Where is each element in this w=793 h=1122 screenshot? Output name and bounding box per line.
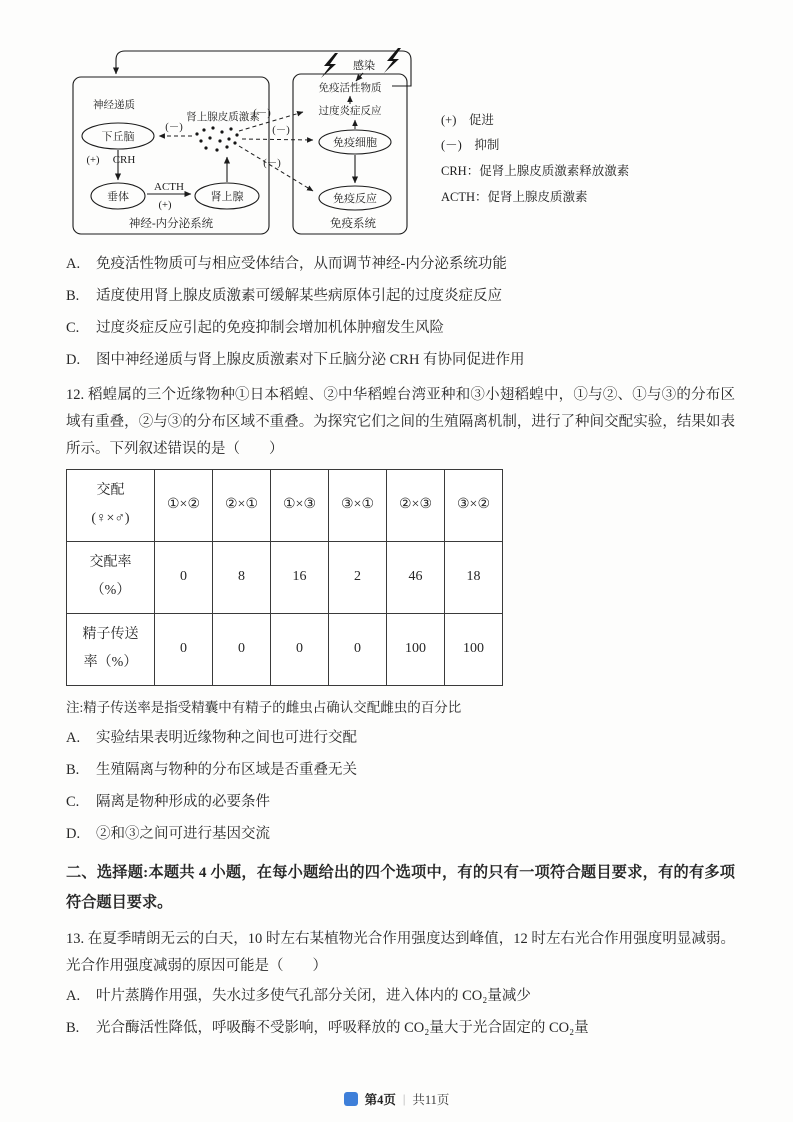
q11-options <box>66 254 735 371</box>
table-cell: 0 <box>155 613 213 685</box>
option-row <box>66 350 735 371</box>
table-cell: 2 <box>329 541 387 613</box>
minus-label: (－) <box>253 108 271 119</box>
table-header-line: (♀×♂) <box>91 511 130 527</box>
table-cell: 8 <box>213 541 271 613</box>
plus-label: (+) <box>158 200 172 211</box>
option-label: B. <box>66 288 80 305</box>
diagram <box>66 44 735 244</box>
table-row-label <box>67 613 155 685</box>
q12-options <box>66 728 735 845</box>
table-cell: 16 <box>271 541 329 613</box>
legend-minus: (－) 抑制 <box>441 138 500 152</box>
table-cell: 18 <box>445 541 503 613</box>
footer-page-total: 共11页 <box>412 1093 450 1107</box>
option-row <box>66 824 735 845</box>
immune-response-label: 免疫反应 <box>333 193 377 205</box>
immune-substance-label: 免疫活性物质 <box>318 83 382 94</box>
q13-stem: 13. 在夏季晴朗无云的白天，10 时左右某植物光合作用强度达到峰值，12 时左右光合作用强度明显减弱。光合作用强度减弱的原因可能是（ ） <box>66 931 735 975</box>
table-row <box>67 613 503 685</box>
table-cell: ③×② <box>445 469 503 541</box>
table-row <box>67 541 503 613</box>
legend-crh: CRH：促肾上腺皮质激素释放激素 <box>441 164 630 178</box>
option-row <box>66 318 735 339</box>
crh-label: CRH <box>112 154 136 166</box>
table-row-label-line: 精子传送 <box>82 626 139 642</box>
table-row-label-line: 交配率 <box>89 554 132 570</box>
table-cell: ①×③ <box>271 469 329 541</box>
footer-separator: | <box>402 1091 406 1106</box>
plus-label: (+) <box>86 155 100 166</box>
option-label: D. <box>66 352 81 369</box>
table-header-line: 交配 <box>96 482 125 498</box>
table-cell: 0 <box>155 541 213 613</box>
option-label: C. <box>66 794 80 810</box>
legend-plus: (+) 促进 <box>441 113 494 127</box>
table-cell: ①×② <box>155 469 213 541</box>
option-text: 生殖隔离与物种的分布区域是否重叠无关 <box>96 761 357 778</box>
acth-label: ACTH <box>154 181 184 193</box>
option-text: 过度炎症反应引起的免疫抑制会增加机体肿瘤发生风险 <box>96 320 444 337</box>
option-text: 图中神经递质与肾上腺皮质激素对下丘脑分泌 CRH 有协同促进作用 <box>96 352 525 369</box>
minus-label: (－) <box>272 125 290 136</box>
table-cell: 46 <box>387 541 445 613</box>
hormone-dots <box>195 126 238 151</box>
option-row <box>66 1018 735 1039</box>
option-label: A. <box>66 256 81 272</box>
option-text: 叶片蒸腾作用强，失水过多使气孔部分关闭，进入体内的 CO₂量减少 <box>96 988 531 1005</box>
lightning-icon <box>384 48 401 73</box>
footer-page-number: 第4页 <box>364 1093 396 1107</box>
section-heading: 二、选择题:本题共 4 小题，在每小题给出的四个选项中，有的只有一项符合题目要求，有的有多项符合题目要求。 <box>66 864 735 911</box>
immune-cell-label: 免疫细胞 <box>333 137 377 149</box>
footer-logo-icon <box>344 1092 358 1106</box>
neuro-box-label: 神经-内分泌系统 <box>128 218 214 230</box>
option-text: ②和③之间可进行基因交流 <box>96 826 270 843</box>
option-text: 光合酶活性降低，呼吸酶不受影响，呼吸释放的 CO₂量大于光合固定的 CO₂量 <box>96 1020 589 1037</box>
inflammation-label: 过度炎症反应 <box>318 106 382 117</box>
option-row <box>66 286 735 307</box>
immune-box-label: 免疫系统 <box>330 218 376 230</box>
table-row-label-line: （%） <box>90 583 131 599</box>
table-row-label-line: 率（%） <box>83 655 138 671</box>
legend-acth: ACTH：促肾上腺皮质激素 <box>441 190 588 204</box>
option-row <box>66 728 735 749</box>
option-text: 隔离是物种形成的必要条件 <box>96 794 270 810</box>
immune-neuro-diagram <box>66 44 686 244</box>
pituitary-label: 垂体 <box>107 191 129 203</box>
infection-label: 感染 <box>353 60 375 72</box>
minus-label: (－) <box>165 122 183 133</box>
minus-label: (－) <box>263 158 281 169</box>
table-row-label <box>67 541 155 613</box>
option-row <box>66 254 735 275</box>
option-label: B. <box>66 1020 80 1037</box>
inhibit-arrow-immune-cell <box>242 139 313 140</box>
table-cell: 0 <box>213 613 271 685</box>
q12-stem: 12. 稻蝗属的三个近缘物种①日本稻蝗、②中华稻蝗台湾亚种和③小翅稻蝗中，①与②、①与③的分布区域有重叠，②与③的分布区域不重叠。为探究它们之间的生殖隔离机制，进行了种间交配实验，结果如表所示。下列叙述错误的是（ ） <box>66 387 735 457</box>
cortex-hormone-label: 肾上腺皮质激素 <box>186 112 260 123</box>
option-text: 适度使用肾上腺皮质激素可缓解某些病原体引起的过度炎症反应 <box>96 288 502 305</box>
option-text: 实验结果表明近缘物种之间也可进行交配 <box>96 729 357 746</box>
page-footer <box>0 1090 793 1108</box>
table-cell: 0 <box>271 613 329 685</box>
option-label: C. <box>66 320 80 337</box>
adrenal-label: 肾上腺 <box>210 191 244 203</box>
neurotransmitter-label: 神经递质 <box>93 100 135 111</box>
table-cell: ③×① <box>329 469 387 541</box>
table-cell: 100 <box>445 613 503 685</box>
option-label: B. <box>66 761 80 778</box>
table-cell: ②×① <box>213 469 271 541</box>
option-row <box>66 986 735 1007</box>
table-header-cell <box>67 469 155 541</box>
table-cell: 100 <box>387 613 445 685</box>
option-row <box>66 792 735 813</box>
table-cell: ②×③ <box>387 469 445 541</box>
mating-table <box>66 469 503 686</box>
q13-options <box>66 986 735 1039</box>
hypothalamus-label: 下丘脑 <box>101 131 135 143</box>
option-label: A. <box>66 988 81 1005</box>
option-label: D. <box>66 826 81 843</box>
option-text: 免疫活性物质可与相应受体结合，从而调节神经-内分泌系统功能 <box>96 256 507 272</box>
option-row <box>66 760 735 781</box>
table-cell: 0 <box>329 613 387 685</box>
table-row <box>67 469 503 541</box>
table-note: 注:精子传送率是指受精囊中有精子的雌虫占确认交配雌虫的百分比 <box>66 699 462 715</box>
option-label: A. <box>66 729 81 746</box>
